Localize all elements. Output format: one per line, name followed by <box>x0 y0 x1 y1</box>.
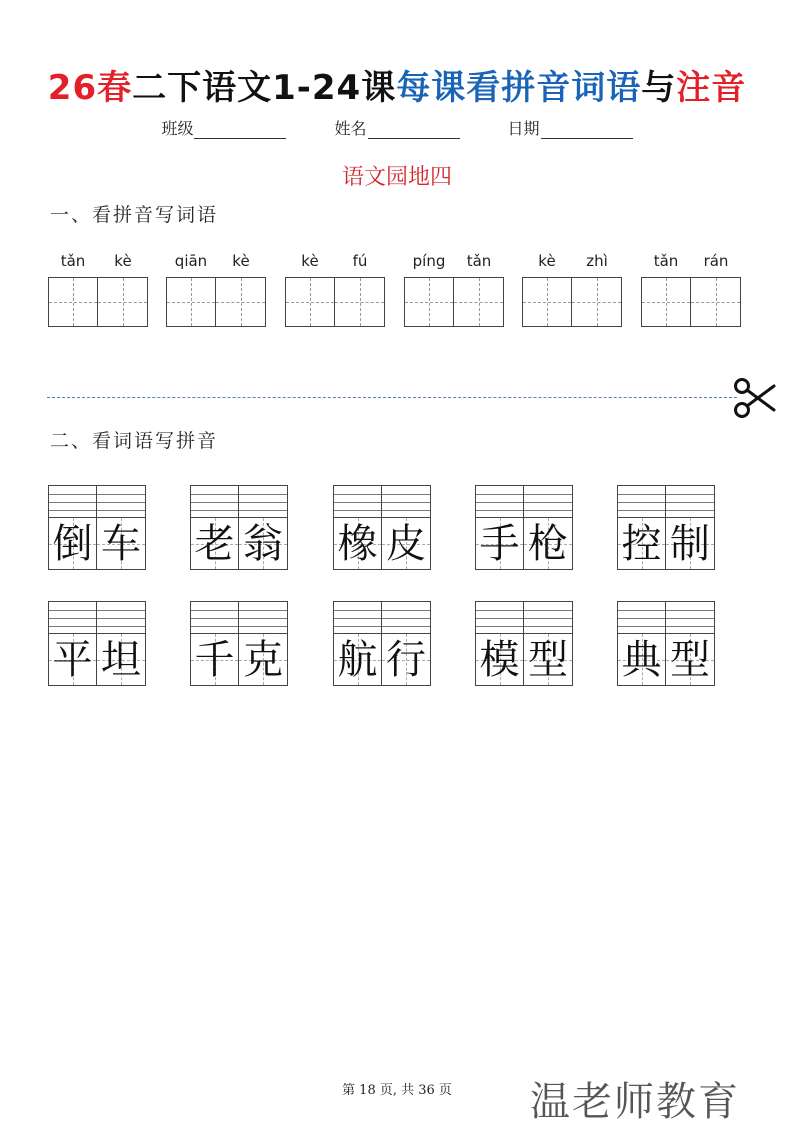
pinyin-row <box>641 252 741 272</box>
tian-grid-box[interactable] <box>522 277 572 327</box>
pinyin-word-3 <box>285 252 385 327</box>
tian-grid-box[interactable] <box>285 277 335 327</box>
chinese-character: 航 <box>337 637 378 683</box>
chinese-character: 坦 <box>101 637 141 683</box>
chinese-character: 型 <box>670 637 710 683</box>
date-blank[interactable] <box>541 121 633 139</box>
scissors-icon <box>732 376 776 420</box>
chinese-character: 橡 <box>337 521 378 567</box>
character-box <box>524 634 573 686</box>
pinyin-word-6 <box>641 252 741 327</box>
character-box <box>475 518 524 570</box>
chinese-character: 制 <box>670 521 710 567</box>
chinese-character: 行 <box>386 637 426 683</box>
tian-grid-box[interactable] <box>641 277 691 327</box>
word-item-6 <box>48 601 148 689</box>
section-heading-pinyin-to-words: 一、看拼音写词语 <box>50 204 219 226</box>
chinese-character: 手 <box>479 521 520 567</box>
pinyin-answer-lines <box>333 601 431 634</box>
character-box <box>617 518 666 570</box>
character-box <box>190 634 239 686</box>
character-box <box>190 518 239 570</box>
pinyin-write-box[interactable] <box>190 485 239 518</box>
pinyin-write-box[interactable] <box>239 601 288 634</box>
page-number: 第 18 页, 共 36 页 <box>342 1083 452 1098</box>
character-box <box>333 634 382 686</box>
character-box <box>48 518 97 570</box>
character-boxes <box>48 518 146 570</box>
pinyin-write-box[interactable] <box>333 485 382 518</box>
date-field[interactable] <box>508 116 633 139</box>
tian-grid-box[interactable] <box>572 277 622 327</box>
pinyin-answer-lines <box>617 601 715 634</box>
pinyin-write-box[interactable] <box>666 601 715 634</box>
tian-grid-box[interactable] <box>454 277 504 327</box>
chinese-character: 控 <box>621 521 662 567</box>
word-item-9 <box>475 601 575 689</box>
chinese-character: 枪 <box>528 521 568 567</box>
tian-grid-box[interactable] <box>48 277 98 327</box>
name-blank[interactable] <box>368 121 460 139</box>
tian-grid-box[interactable] <box>166 277 216 327</box>
word-item-1 <box>48 485 148 573</box>
writing-boxes <box>404 277 504 327</box>
pinyin-syllable: kè <box>538 252 556 270</box>
class-field[interactable] <box>161 116 286 139</box>
pinyin-answer-lines <box>475 601 573 634</box>
tian-grid-box[interactable] <box>335 277 385 327</box>
title-part-season: 26春 <box>47 68 133 108</box>
character-boxes <box>617 518 715 570</box>
chinese-character: 皮 <box>386 521 426 567</box>
character-box <box>48 634 97 686</box>
pinyin-syllable: zhì <box>586 252 608 270</box>
word-item-10 <box>617 601 717 689</box>
pinyin-syllable: rán <box>703 252 729 270</box>
tian-grid-box[interactable] <box>691 277 741 327</box>
character-box <box>97 634 146 686</box>
cut-line <box>47 397 737 398</box>
pinyin-syllable: kè <box>232 252 250 270</box>
date-label: 日期 <box>507 119 540 138</box>
character-box <box>239 518 288 570</box>
writing-boxes <box>166 277 266 327</box>
character-box <box>239 634 288 686</box>
title-part-lessons: 二下语文1-24课 <box>132 68 397 108</box>
pinyin-write-box[interactable] <box>524 485 573 518</box>
character-box <box>666 634 715 686</box>
pinyin-syllable: tǎn <box>466 252 492 270</box>
character-boxes <box>475 634 573 686</box>
pinyin-answer-lines <box>333 485 431 518</box>
tian-grid-box[interactable] <box>98 277 148 327</box>
writing-boxes <box>522 277 622 327</box>
pinyin-row <box>285 252 385 272</box>
pinyin-write-box[interactable] <box>475 601 524 634</box>
pinyin-answer-lines <box>190 601 288 634</box>
page-title <box>0 60 794 109</box>
character-boxes <box>190 518 288 570</box>
pinyin-syllable: píng <box>412 252 446 270</box>
writing-boxes <box>285 277 385 327</box>
pinyin-answer-lines <box>617 485 715 518</box>
title-part-task: 每课看拼音词语 <box>396 68 642 108</box>
chinese-character: 车 <box>101 521 141 567</box>
pinyin-row <box>166 252 266 272</box>
word-item-5 <box>617 485 717 573</box>
word-item-7 <box>190 601 290 689</box>
character-box <box>333 518 382 570</box>
chinese-character: 倒 <box>52 521 93 567</box>
pinyin-answer-lines <box>475 485 573 518</box>
pinyin-write-box[interactable] <box>48 601 97 634</box>
pinyin-row <box>404 252 504 272</box>
chinese-character: 克 <box>243 637 283 683</box>
watermark: 温老师教育 <box>530 1079 740 1125</box>
tian-grid-box[interactable] <box>216 277 266 327</box>
pinyin-write-box[interactable] <box>382 485 431 518</box>
chinese-character: 型 <box>528 637 568 683</box>
writing-boxes <box>48 277 148 327</box>
pinyin-word-5 <box>522 252 622 327</box>
name-label: 姓名 <box>334 119 367 138</box>
pinyin-write-box[interactable] <box>97 601 146 634</box>
word-item-3 <box>333 485 433 573</box>
pinyin-syllable: kè <box>301 252 319 270</box>
character-box <box>617 634 666 686</box>
chinese-character: 千 <box>194 637 235 683</box>
pinyin-write-box[interactable] <box>475 485 524 518</box>
pinyin-row <box>48 252 148 272</box>
character-box <box>666 518 715 570</box>
pinyin-syllable: tǎn <box>60 252 86 270</box>
pinyin-write-box[interactable] <box>97 485 146 518</box>
pinyin-write-box[interactable] <box>617 485 666 518</box>
pinyin-word-1 <box>48 252 148 327</box>
pinyin-syllable: kè <box>114 252 132 270</box>
word-item-2 <box>190 485 290 573</box>
pinyin-write-box[interactable] <box>382 601 431 634</box>
pinyin-write-box[interactable] <box>190 601 239 634</box>
lesson-subtitle: 语文园地四 <box>341 165 452 190</box>
character-box <box>524 518 573 570</box>
pinyin-write-box[interactable] <box>239 485 288 518</box>
pinyin-word-2 <box>166 252 266 327</box>
character-boxes <box>617 634 715 686</box>
pinyin-write-box[interactable] <box>333 601 382 634</box>
tian-grid-box[interactable] <box>404 277 454 327</box>
word-item-8 <box>333 601 433 689</box>
chinese-character: 模 <box>479 637 520 683</box>
chinese-character: 老 <box>194 521 235 567</box>
class-label: 班级 <box>161 119 194 138</box>
pinyin-write-box[interactable] <box>617 601 666 634</box>
pinyin-answer-lines <box>190 485 288 518</box>
chinese-character: 翁 <box>243 521 283 567</box>
student-info <box>0 116 794 139</box>
character-box <box>382 634 431 686</box>
character-boxes <box>475 518 573 570</box>
character-boxes <box>333 634 431 686</box>
character-boxes <box>48 634 146 686</box>
pinyin-answer-lines <box>48 485 146 518</box>
pinyin-write-box[interactable] <box>524 601 573 634</box>
pinyin-syllable: qiān <box>174 252 208 270</box>
character-box <box>97 518 146 570</box>
pinyin-row <box>522 252 622 272</box>
pinyin-word-4 <box>404 252 504 327</box>
class-blank[interactable] <box>194 121 286 139</box>
title-part-annotate: 注音 <box>676 68 747 108</box>
pinyin-answer-lines <box>48 601 146 634</box>
writing-boxes <box>641 277 741 327</box>
word-item-4 <box>475 485 575 573</box>
pinyin-write-box[interactable] <box>666 485 715 518</box>
character-box <box>475 634 524 686</box>
chinese-character: 平 <box>52 637 93 683</box>
section-heading-words-to-pinyin: 二、看词语写拼音 <box>50 430 219 452</box>
character-box <box>382 518 431 570</box>
title-part-and: 与 <box>641 68 677 108</box>
chinese-character: 典 <box>621 637 662 683</box>
character-boxes <box>190 634 288 686</box>
character-boxes <box>333 518 431 570</box>
pinyin-write-box[interactable] <box>48 485 97 518</box>
pinyin-syllable: tǎn <box>653 252 679 270</box>
name-field[interactable] <box>334 116 459 139</box>
pinyin-syllable: fú <box>352 252 368 270</box>
